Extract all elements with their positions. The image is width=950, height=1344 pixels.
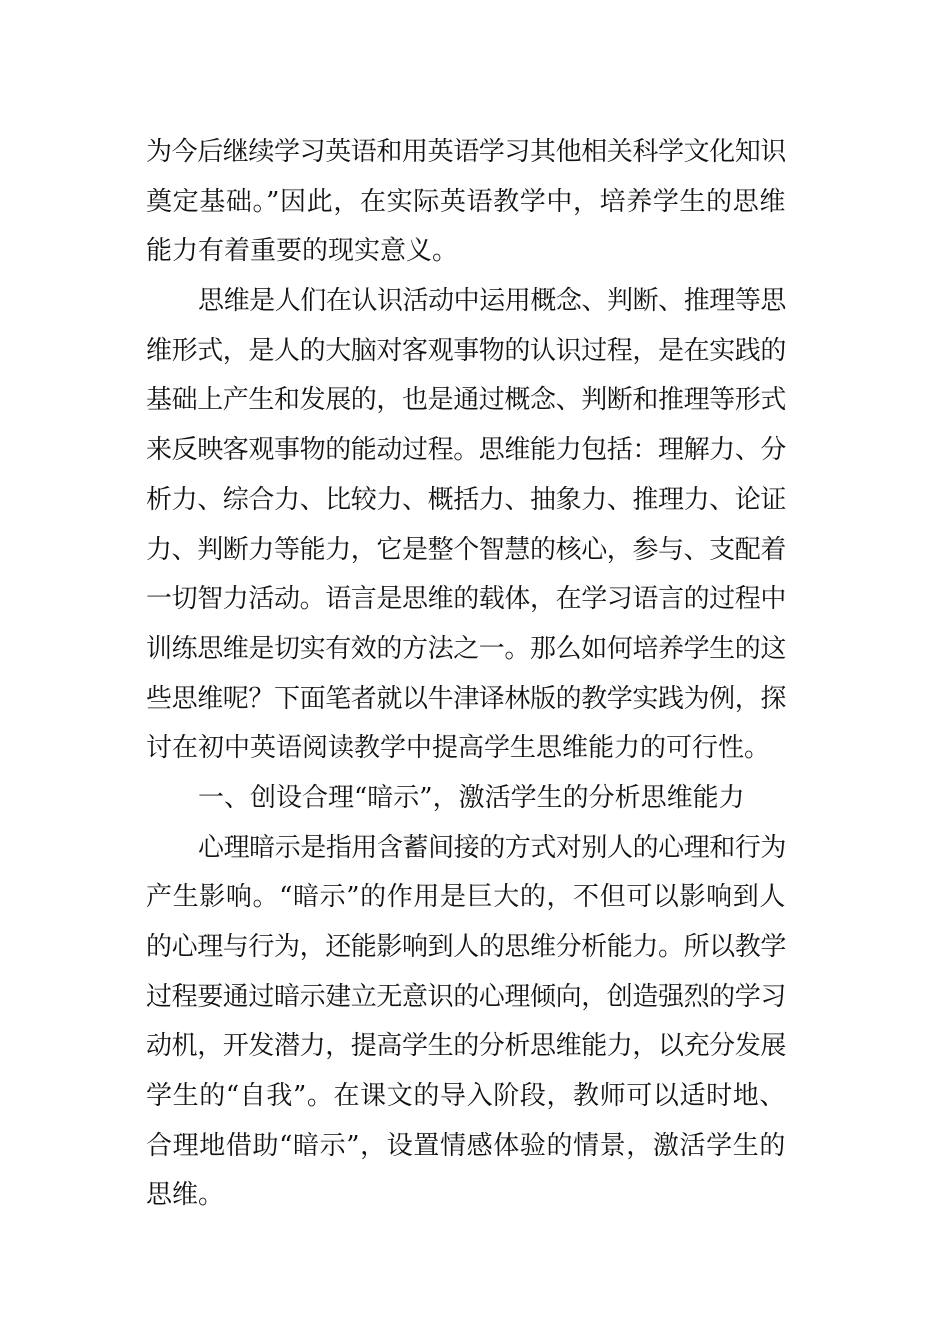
section-heading: 一、创设合理“暗示”，激活学生的分析思维能力 [198,782,745,813]
body-text [146,128,786,1221]
text-line: 基础上产生和发展的，也是通过概念、判断和推理等形式 [146,385,786,416]
text-line: 合理地借助“暗示”，设置情感体验的情景，激活学生的 [146,1130,786,1161]
paragraph-first-line: 思维是人们在认识活动中运用概念、判断、推理等思 [198,286,786,317]
text-line: 讨在初中英语阅读教学中提高学生思维能力的可行性。 [146,733,771,764]
text-line: 为今后继续学习英语和用英语学习其他相关科学文化知识 [146,137,786,167]
text-line: 奠定基础。”因此，在实际英语教学中，培养学生的思维 [146,186,786,217]
text-line: 能力有着重要的现实意义。 [146,236,459,267]
text-line: 动机，开发潜力，提高学生的分析思维能力，以充分发展 [146,1031,786,1062]
text-line: 学生的“自我”。在课文的导入阶段，教师可以适时地、 [146,1081,786,1112]
text-line: 训练思维是切实有效的方法之一。那么如何培养学生的这 [146,633,786,664]
text-line: 些思维呢？下面笔者就以牛津译林版的教学实践为例，探 [146,683,786,714]
text-line: 的心理与行为，还能影响到人的思维分析能力。所以教学 [146,932,786,962]
text-line: 一切智力活动。语言是思维的载体，在学习语言的过程中 [146,584,786,615]
text-line: 析力、综合力、比较力、概括力、抽象力、推理力、论证 [146,484,786,515]
text-line: 过程要通过暗示建立无意识的心理倾向，创造强烈的学习 [146,981,786,1012]
text-line: 力、判断力等能力，它是整个智慧的核心，参与、支配着 [146,534,786,565]
text-line: 产生影响。“暗示”的作用是巨大的，不但可以影响到人 [146,882,786,913]
paragraph-first-line: 心理暗示是指用含蓄间接的方式对别人的心理和行为 [198,832,786,863]
text-line: 思维。 [146,1180,225,1211]
text-line: 来反映客观事物的能动过程。思维能力包括：理解力、分 [146,435,786,466]
text-line: 维形式，是人的大脑对客观事物的认识过程，是在实践的 [146,335,786,366]
